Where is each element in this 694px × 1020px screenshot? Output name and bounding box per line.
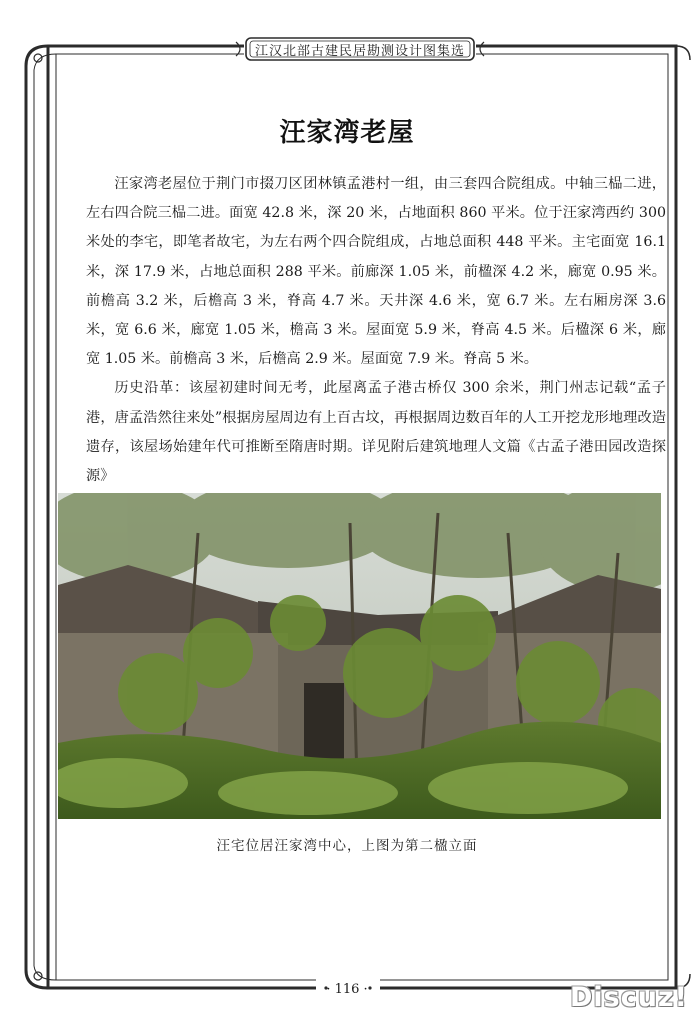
- article-body: [86, 170, 666, 491]
- paragraph-history: 历史沿革：该屋初建时间无考，此屋离孟子港古桥仅 300 余米，荆门州志记载“孟子港，唐孟浩然往来处”根据房屋周边有上百古坟，再根据周边数百年的人工开挖龙形地理改造遗存，该屋场始建年代可推断至隋唐时期。详见附后建筑地理人文篇《古孟子港田园改造探源》: [86, 380, 666, 485]
- house-photo: [58, 493, 661, 819]
- photo-caption: 汪宅位居汪家湾中心，上图为第二楹立面: [216, 838, 478, 854]
- watermark: Discuz!: [570, 982, 688, 1013]
- article-title: 汪家湾老屋: [279, 118, 415, 148]
- paragraph-description: 汪家湾老屋位于荆门市掇刀区团林镇孟港村一组，由三套四合院组成。中轴三榀二进，左右四合院三榀二进。面宽 42.8 米，深 20 米，占地面积 860 平米。位于汪家湾西约 300 米处的李宅，即笔者故宅，为左右两个四合院组成，占地总面积 448 平米。主宅面宽 16.1 米，深 17.9 米，占地总面积 288 平米。前廊深 1.05 米，前楹深 4.2 米，廊宽 0.95 米。前檐高 3.2 米，后檐高 3 米，脊高 4.7 米。天井深 4.6 米，宽 6.7 米。左右厢房深 3.6 米，宽 6.6 米，廊宽 1.05 米，檐高 3 米。屋面宽 5.9 米，脊高 4.5 米。后楹深 6 米，廊宽 1.05 米。前檐高 3 米，后檐高 2.9 米。屋面宽 7.9 米。脊高 5 米。: [86, 176, 666, 368]
- header-series-title: 江汉北部古建民居勘测设计图集选: [254, 43, 465, 59]
- page-number: · 116 ·: [326, 982, 368, 997]
